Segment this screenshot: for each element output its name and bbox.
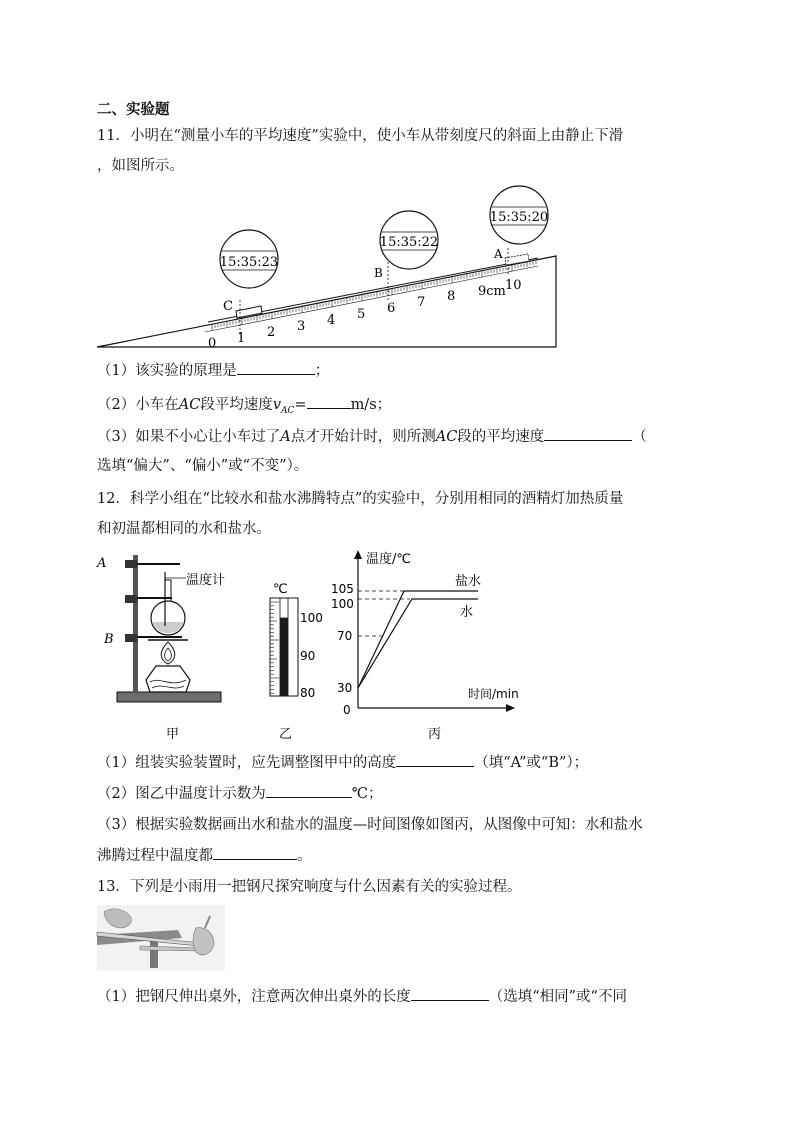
q13-p1-suffix: （选填“相同”或“不同	[488, 989, 627, 1005]
q11-p1-prefix: （1）该实验的原理是	[97, 363, 237, 379]
bing-ylabel: 温度/℃	[366, 552, 411, 567]
caption-yi: 乙	[279, 727, 293, 742]
bing-ytick-105: 105	[331, 582, 354, 596]
label-c: C	[223, 299, 233, 314]
q13-p1-answer-blank[interactable]	[411, 986, 489, 1001]
series-water-label: 水	[460, 605, 474, 620]
bing-ytick-70: 70	[337, 629, 353, 643]
q12-p3-line2-prefix: 沸腾过程中温度都	[97, 848, 213, 864]
q12-intro-line2: 和初温都相同的水和盐水。	[97, 521, 271, 537]
ruler-tick-10: 10	[505, 278, 522, 293]
q13-p1-prefix: （1）把钢尺伸出桌外，注意两次伸出桌外的长度	[97, 989, 411, 1005]
ruler-tick-7: 7	[417, 295, 426, 310]
ruler-tick-2: 2	[267, 325, 276, 340]
q11-p2-v: v	[272, 397, 282, 413]
q11-p3-d: （	[632, 429, 647, 445]
q11-p2-sub: AC	[281, 405, 295, 416]
thermometer-label: 温度计	[186, 573, 226, 588]
q11-p2-mid: 段平均速度	[200, 397, 273, 413]
bing-ytick-30: 30	[337, 681, 353, 695]
yi-unit: ℃	[273, 582, 288, 597]
clock-a-time: 15:35:20	[489, 210, 549, 225]
q11-intro-line2: ，如图所示。	[97, 158, 184, 174]
caption-bing: 丙	[428, 727, 442, 742]
q11-p3-a: （3）如果不小心让小车过了	[97, 429, 281, 445]
q12-p2-prefix: （2）图乙中温度计示数为	[97, 786, 266, 802]
label-b: B	[374, 266, 383, 280]
q11-p3-var1: A	[280, 429, 291, 445]
q11-p2-prefix: （2）小车在	[97, 397, 179, 413]
section-title: 二、实验题	[97, 101, 170, 118]
q12-p1-suffix: （填“A”或“B”）；	[474, 755, 589, 771]
q12-p1-prefix: （1）组装实验装置时，应先调整图甲中的高度	[97, 755, 397, 771]
q12-p2-suffix: ℃；	[351, 786, 383, 802]
ruler-tick-6: 6	[387, 301, 396, 316]
q11-p2-suffix: m/s；	[350, 397, 392, 413]
yi-tick-100: 100	[300, 611, 323, 625]
clock-b-time: 15:35:22	[379, 235, 439, 250]
jia-label-b: B	[104, 632, 114, 647]
q11-p3-b: 点才开始计时，则所测	[290, 429, 436, 445]
bing-ytick-100: 100	[331, 597, 354, 611]
series-saltwater-label: 盐水	[455, 574, 482, 589]
q13-intro: 13．下列是小雨用一把钢尺探究响度与什么因素有关的实验过程。	[97, 879, 522, 895]
q11-p2-var: AC	[178, 397, 201, 413]
caption-jia: 甲	[166, 727, 180, 742]
ruler-tick-1: 1	[237, 331, 246, 346]
ruler-tick-8: 8	[447, 289, 456, 304]
q12-p3-line2-suffix: 。	[297, 848, 312, 864]
q12-intro-line1: 12．科学小组在“比较水和盐水沸腾特点”的实验中，分别用相同的酒精灯加热质量	[97, 491, 624, 507]
q11-p3-line2: 选填“偏大”、“偏小”或“不变”）。	[97, 458, 309, 474]
ruler-tick-0: 0	[208, 336, 217, 351]
label-a: A	[494, 247, 503, 261]
q12-p3-line1: （3）根据实验数据画出水和盐水的温度—时间图像如图丙，从图像中可知：水和盐水	[97, 817, 643, 833]
jia-label-a: A	[97, 556, 107, 571]
q13-p1	[97, 986, 627, 1007]
yi-tick-80: 80	[300, 686, 316, 700]
bing-origin: 0	[343, 703, 351, 717]
q11-p2-eq: =	[294, 397, 307, 413]
ruler-tick-3: 3	[297, 319, 306, 334]
q11-intro-line1: 11．小明在“测量小车的平均速度”实验中，使小车从带刻度尺的斜面上由静止下滑	[97, 128, 624, 144]
clock-c-time: 15:35:23	[219, 255, 279, 270]
q11-p3-var2: AC	[435, 429, 458, 445]
ruler-tick-9cm: 9cm	[478, 284, 506, 299]
q11-p1-suffix: ；	[314, 363, 330, 379]
ruler-tick-5: 5	[357, 307, 366, 322]
bing-xlabel: 时间/min	[468, 687, 519, 701]
yi-tick-90: 90	[300, 649, 316, 663]
ruler-tick-4: 4	[327, 313, 336, 328]
q11-p3-c: 段的平均速度	[457, 429, 545, 445]
